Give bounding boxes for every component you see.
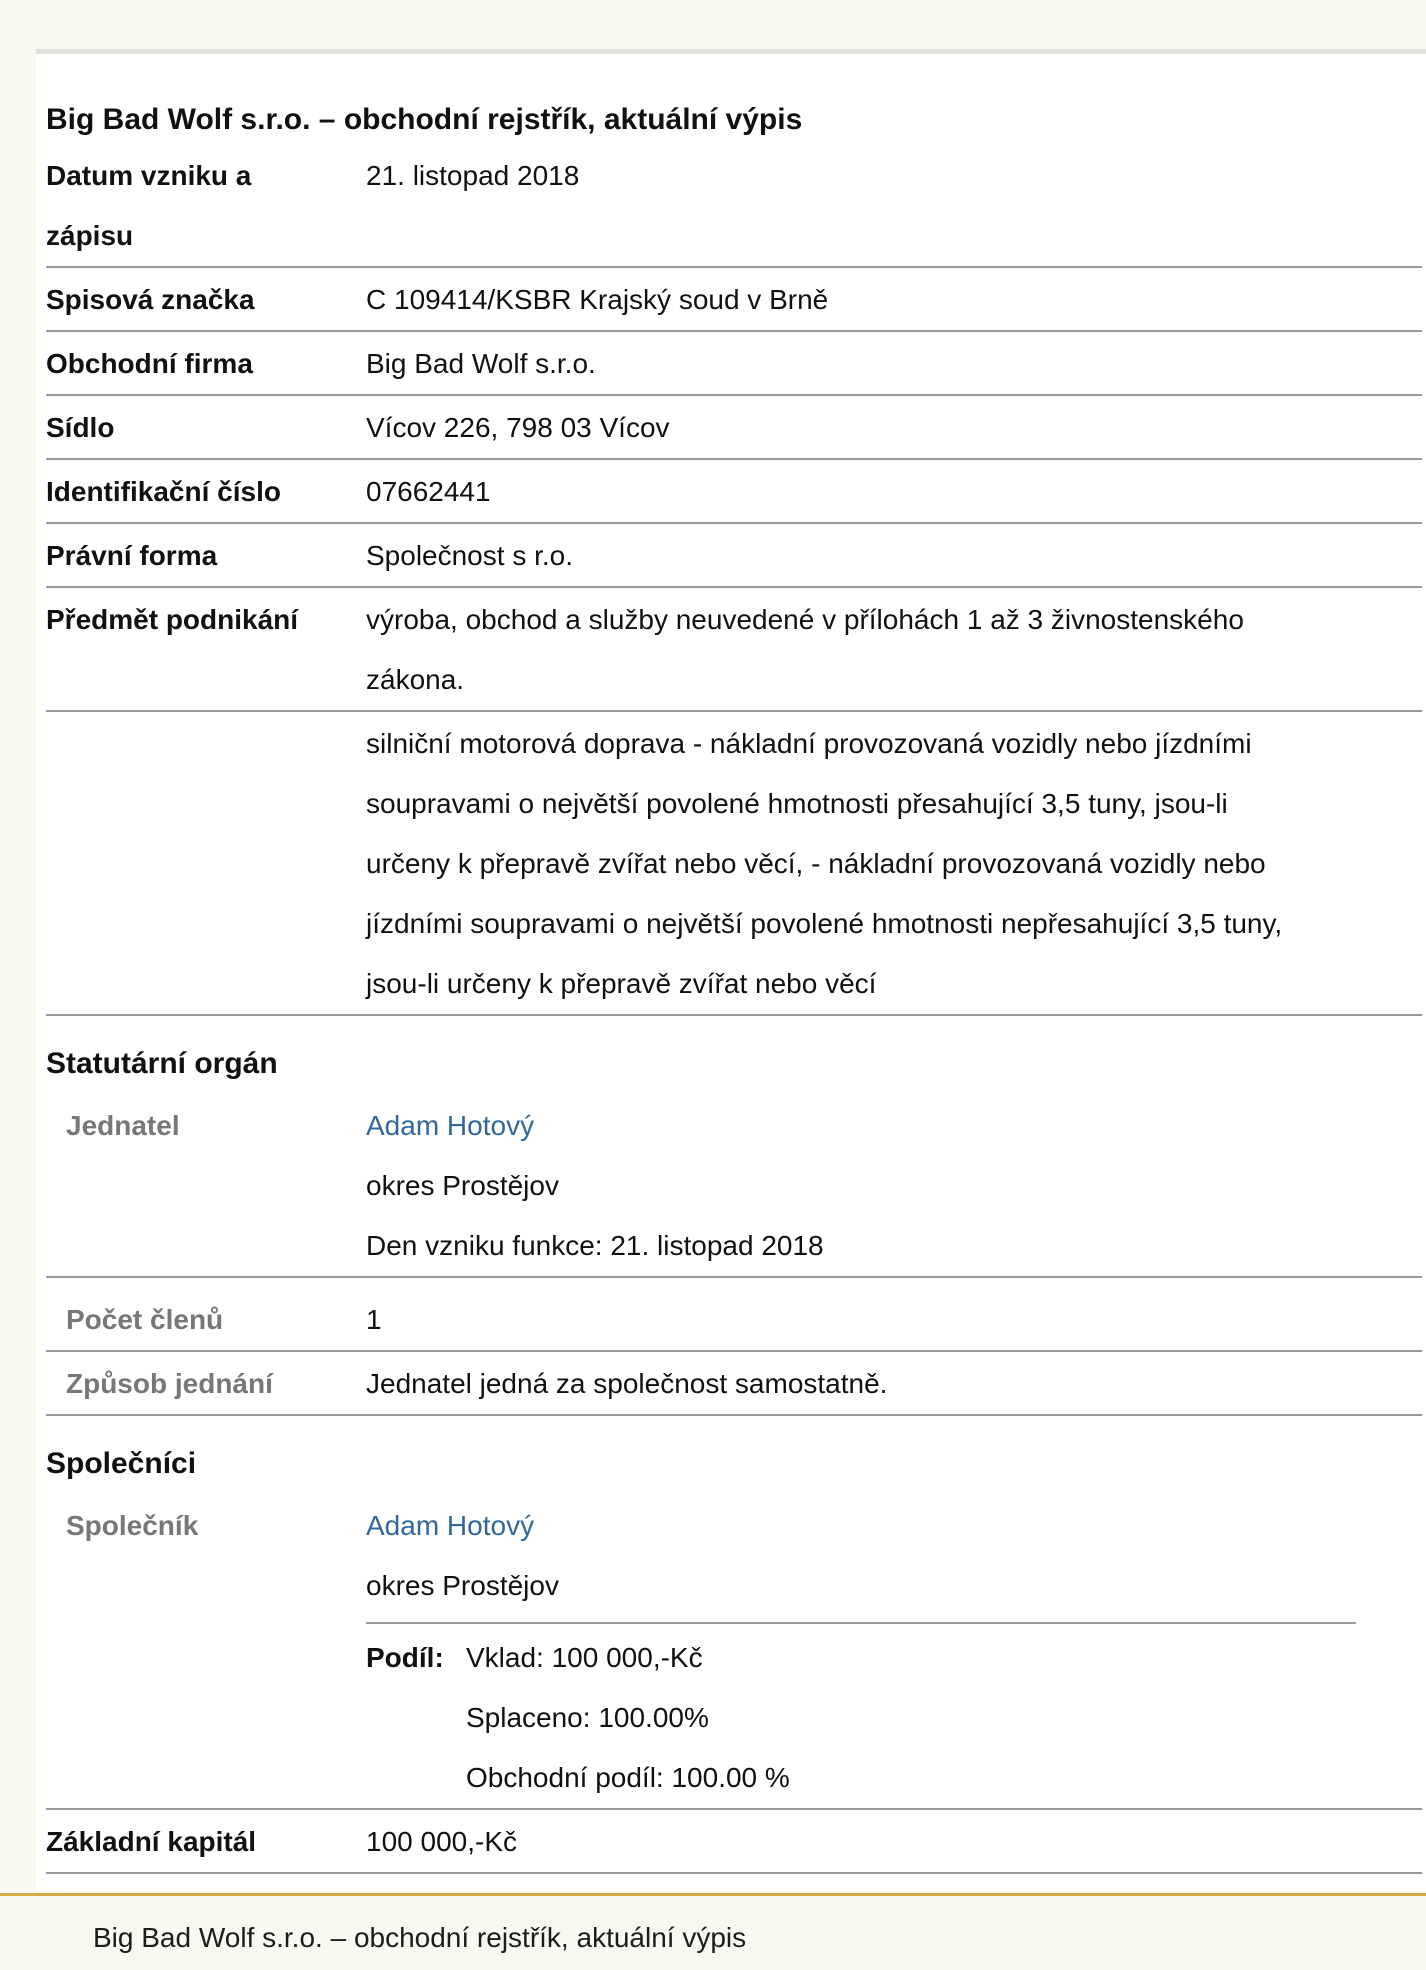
predmet-2-line: jízdními soupravami o největší povolené hmotnosti nepřesahující 3,5 tuny, [366,908,1283,939]
podil-values [466,1628,790,1808]
value-sidlo: Vícov 226, 798 03 Vícov [366,412,670,443]
row-zpusob-jednani [46,1352,1422,1416]
spacer [46,1278,1422,1288]
value-spisova-znacka: C 109414/KSBR Krajský soud v Brně [366,284,829,315]
predmet-1-line: výroba, obchod a služby neuvedené v přílohách 1 až 3 živnostenského [366,604,1244,635]
podil-vklad: Vklad: 100 000,-Kč [466,1642,703,1673]
value-obchodni-firma: Big Bad Wolf s.r.o. [366,348,596,379]
row-spisova-znacka [46,268,1422,332]
row-jednatel [46,1094,1422,1278]
predmet-2-line: soupravami o největší povolené hmotnosti přesahující 3,5 tuny, jsou-li [366,788,1228,819]
section-heading-statutarni-organ: Statutární orgán [46,1047,278,1080]
predmet-2-line: určeny k přepravě zvířat nebo věcí, - nákladní provozovaná vozidly nebo [366,848,1266,879]
label-spolecnik: Společník [66,1510,199,1541]
row-predmet-podnikani-1 [46,588,1422,712]
jednatel-den-vzniku: Den vzniku funkce: 21. listopad 2018 [366,1230,824,1261]
page-title: Big Bad Wolf s.r.o. – obchodní rejstřík, aktuální výpis [46,103,803,136]
footer-rule [0,1893,1426,1896]
value-ico: 07662441 [366,476,491,507]
label-datum-vzniku-line1: Datum vzniku a [46,160,252,191]
label-spisova-znacka: Spisová značka [46,284,255,315]
podil-splaceno: Splaceno: 100.00% [466,1702,709,1733]
row-datum-vzniku [46,144,1422,268]
label-pocet-clenu: Počet členů [66,1304,224,1335]
inner-divider [366,1622,1356,1624]
value-predmet-podnikani-2 [366,712,1422,1014]
value-zpusob-jednani: Jednatel jedná za společnost samostatně. [366,1368,888,1399]
predmet-1-line: zákona. [366,664,465,695]
row-zakladni-kapital [46,1810,1422,1874]
label-predmet-podnikani: Předmět podnikání [46,604,299,635]
value-jednatel [366,1094,1422,1276]
podil-label: Podíl: [366,1642,444,1673]
row-spolecnik [46,1494,1422,1810]
label-jednatel: Jednatel [66,1110,180,1141]
spolecnik-okres: okres Prostějov [366,1570,559,1601]
label-sidlo: Sídlo [46,412,115,443]
registry-extract [46,96,1422,1874]
label-pravni-forma: Právní forma [46,540,218,571]
value-pravni-forma: Společnost s r.o. [366,540,574,571]
value-spolecnik [366,1494,1422,1808]
label-obchodni-firma: Obchodní firma [46,348,253,379]
value-predmet-podnikani-1 [366,588,1422,710]
podil-block [366,1628,1422,1808]
row-obchodni-firma [46,332,1422,396]
label-ico: Identifikační číslo [46,476,281,507]
row-pocet-clenu [46,1288,1422,1352]
label-datum-vzniku [46,144,366,266]
footer-title: Big Bad Wolf s.r.o. – obchodní rejstřík, aktuální výpis [93,1922,747,1953]
spolecnik-name-link[interactable]: Adam Hotový [366,1510,535,1541]
podil-obchodni-podil: Obchodní podíl: 100.00 % [466,1762,790,1793]
label-zpusob-jednani: Způsob jednání [66,1368,273,1399]
predmet-2-line: silniční motorová doprava - nákladní provozovaná vozidly nebo jízdními [366,728,1252,759]
label-empty [46,712,366,1014]
label-datum-vzniku-line2: zápisu [46,220,134,251]
label-zakladni-kapital: Základní kapitál [46,1826,257,1857]
row-sidlo [46,396,1422,460]
section-heading-spolecnici: Společníci [46,1447,197,1480]
jednatel-name-link[interactable]: Adam Hotový [366,1110,535,1141]
value-zakladni-kapital: 100 000,-Kč [366,1826,517,1857]
predmet-2-line: jsou-li určeny k přepravě zvířat nebo věcí [366,968,877,999]
row-predmet-podnikani-2 [46,712,1422,1016]
jednatel-okres: okres Prostějov [366,1170,559,1201]
row-ico [46,460,1422,524]
value-datum-vzniku: 21. listopad 2018 [366,160,580,191]
value-pocet-clenu: 1 [366,1304,382,1335]
row-pravni-forma [46,524,1422,588]
